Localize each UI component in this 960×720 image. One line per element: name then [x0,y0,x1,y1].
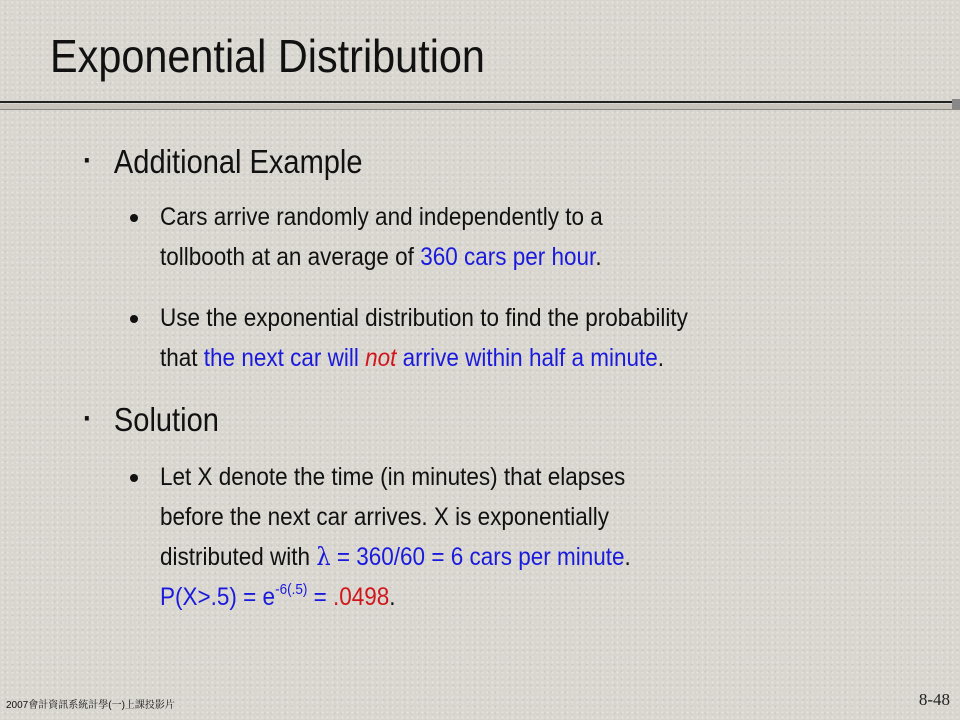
page-number: 8-48 [918,690,950,709]
divider-end-cap [952,99,960,109]
title-divider-band [0,104,960,110]
bullet-heading-solution: ▪ Solution [84,400,219,442]
list-item [126,197,946,277]
round-bullet-icon [130,214,138,222]
title-divider [0,101,960,103]
square-bullet-icon: ▪ [84,150,90,171]
footer-course-label: 2007會計資訊系統計學(一)上課投影片 [6,700,175,711]
list-item [126,298,946,378]
item-line: $P(X>.5) = e^{-6(.5)} = .0498$. [160,580,396,611]
slide-title: Exponential Distribution [50,30,485,82]
item-line: tollbooth at an average of 360 cars per hour. [160,243,602,271]
item-line: Let X denote the time (in minutes) that elapses [160,463,626,491]
lambda-symbol: λ [316,542,331,571]
list-item [126,457,946,617]
item-line: before the next car arrives. X is exponentially [160,503,609,531]
item-line: Use the exponential distribution to find the probability [160,304,688,332]
item-line: that the next car will not arrive within half a minute. [160,344,665,372]
item-line: Cars arrive randomly and independently to a [160,203,603,231]
round-bullet-icon [130,474,138,482]
round-bullet-icon [130,315,138,323]
item-line: distributed with λ = 360/60 = 6 cars per minute. [160,542,631,571]
bullet-heading-additional-example: ▪ Additional Example [84,142,363,184]
square-bullet-icon: ▪ [84,408,90,429]
